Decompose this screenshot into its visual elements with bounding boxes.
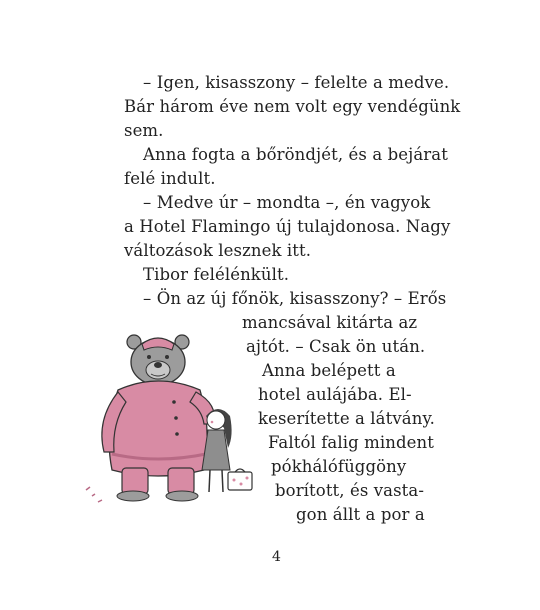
text-line: – Ön az új főnök, kisasszony? – Erős — [143, 289, 447, 308]
text-line: – Igen, kisasszony – felelte a medve. — [143, 73, 450, 92]
ground-marks — [86, 487, 102, 502]
text-line: hotel aulájába. El- — [258, 385, 412, 404]
girl-figure — [202, 409, 252, 492]
bear-figure — [102, 335, 215, 501]
text-line: borított, és vasta- — [275, 481, 425, 500]
text-line: sem. — [124, 121, 164, 140]
text-line: – Medve úr – mondta –, én vagyok — [143, 193, 431, 212]
text-line: Anna fogta a bőröndjét, és a bejárat — [143, 145, 448, 164]
text-line: pókhálófüggöny — [271, 457, 407, 476]
text-line: Bár három éve nem volt egy vendégünk — [124, 97, 461, 116]
text-line: felé indult. — [124, 169, 216, 188]
text-line: Faltól falig mindent — [268, 433, 434, 452]
text-line: mancsával kitárta az — [242, 313, 418, 332]
text-line: a Hotel Flamingo új tulajdonosa. Nagy — [124, 217, 451, 236]
text-line: keserítette a látvány. — [258, 409, 436, 428]
text-line: változások lesznek itt. — [124, 241, 312, 260]
text-line: gon állt a por a — [296, 505, 425, 524]
text-line: Anna belépett a — [262, 361, 396, 380]
page-number: 4 — [272, 549, 281, 565]
text-line: Tibor felélénkült. — [143, 265, 290, 284]
bear-and-girl-illustration — [78, 320, 268, 510]
text-line: ajtót. – Csak ön után. — [246, 337, 426, 356]
